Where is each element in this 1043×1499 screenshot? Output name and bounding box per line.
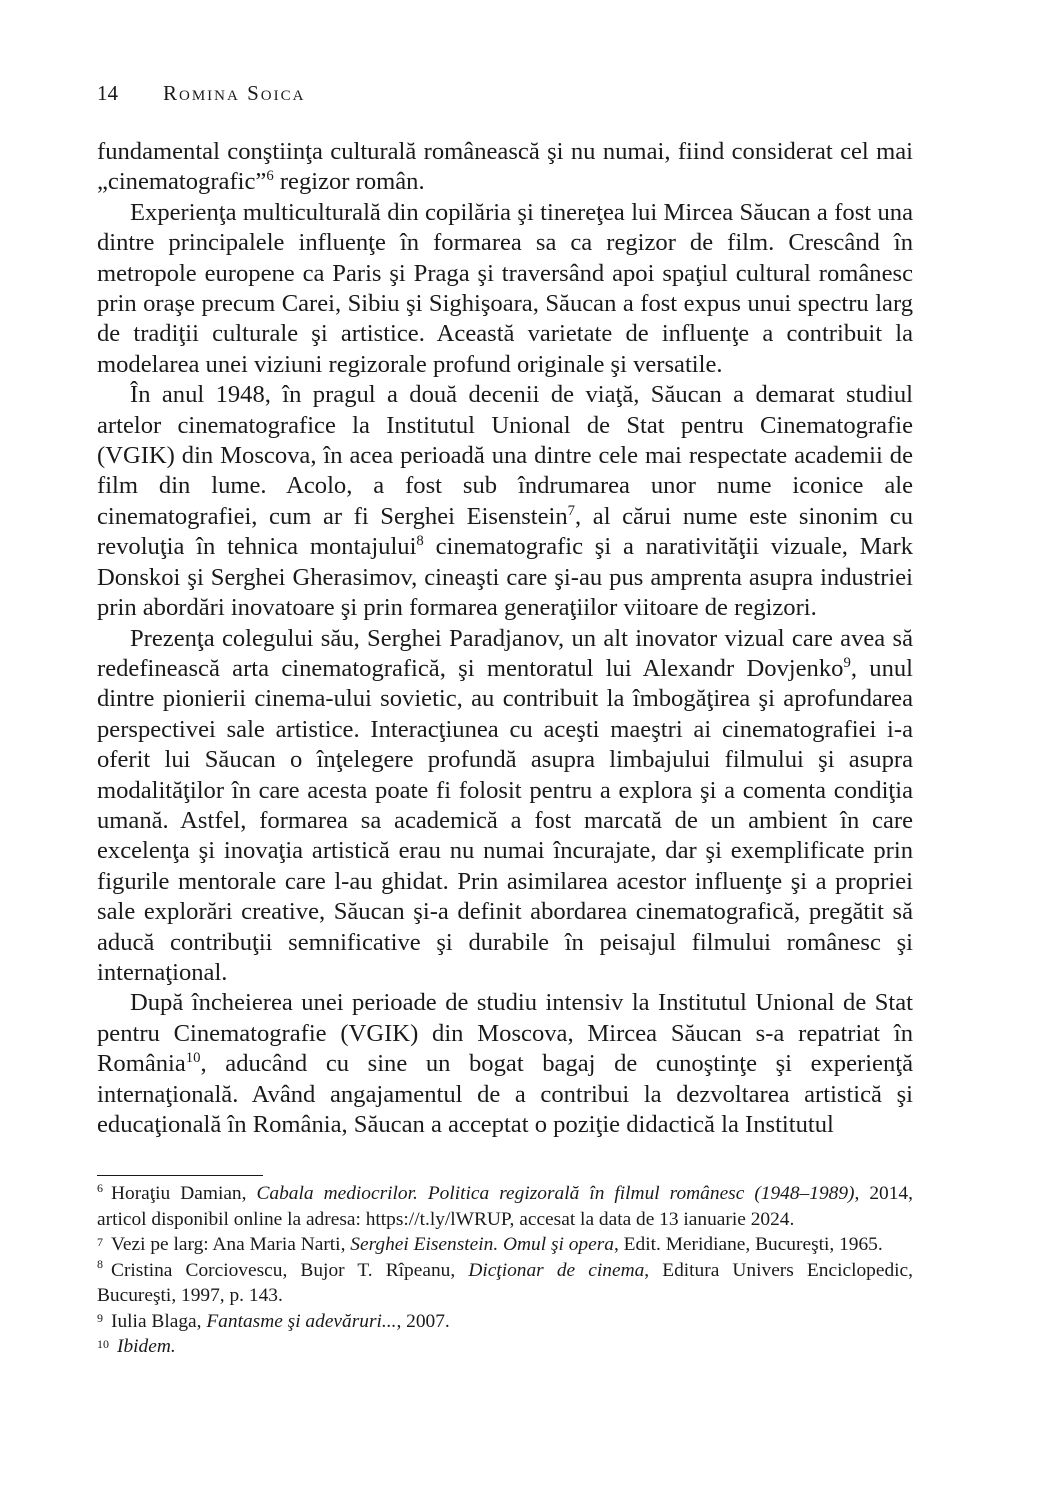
text-run: Prezenţa colegului său, Serghei Paradjanov, un alt inovator vizual care avea să redefinească arta cinematografică, şi mentoratul lui Alexandr Dovjenko bbox=[97, 624, 913, 682]
text-run: În anul 1948, în pragul a două decenii de viaţă, Săucan a demarat studiul artelor cinematografice la Institutul Unional de Stat pentru Cinematografie (VGIK) din Moscova, în acea perioadă una dintre cele mai respectate academii de film din lume. Acolo, a fost sub îndrumarea unor nume iconice ale cinematografiei, cum ar fi Serghei Eisenstein bbox=[97, 381, 913, 530]
running-head bbox=[97, 80, 305, 106]
footnote-ref-8[interactable]: 8 bbox=[416, 533, 424, 550]
footnote-ref-6[interactable]: 6 bbox=[266, 168, 274, 185]
footnote-6 bbox=[97, 1181, 913, 1232]
footnote-title: Dicţionar de cinema bbox=[468, 1259, 645, 1281]
paragraph-1 bbox=[97, 137, 913, 198]
footnote-number: 9 bbox=[97, 1311, 104, 1326]
footnote-number: 10 bbox=[97, 1336, 110, 1351]
text-run: , unul dintre pionierii cinema-ului sovietic, au contribuit la îmbogăţirea şi aprofundarea perspectivei sale artistice. Interacţiunea cu aceşti maeştri ai cinematografiei i-a oferit lui Săucan o înţelegere profundă asupra limbajului filmului şi asupra modalităţilor în care acesta poate fi folosit pentru a explora şi a comenta condiţia umană. Astfel, formarea sa academică a fost marcată de un ambient în care excelenţa şi inovaţia artistică erau nu numai încurajate, dar şi exemplificate prin figurile mentorale care l-au ghidat. Prin asimilarea acestor influenţe şi a propriei sale explorări creative, Săucan şi-a definit abordarea cinematografică, pregătit să aducă contribuţii semnificative şi durabile în peisajul filmului românesc şi internaţional. bbox=[97, 654, 914, 986]
paragraph-3 bbox=[97, 380, 913, 623]
footnote-author: Iulia Blaga, bbox=[111, 1310, 207, 1332]
paragraph-4 bbox=[97, 624, 913, 989]
text-run: , aducând cu sine un bogat bagaj de cunoştinţe şi experienţă internaţională. Având angajamentul de a contribui la dezvoltarea artistică şi educaţională în România, Săucan a acceptat o poziţie didactică la Institutul bbox=[97, 1050, 913, 1138]
footnote-ref-7[interactable]: 7 bbox=[567, 502, 576, 519]
footnote-details: , 2014, articol disponibil online la adresa: https://t.ly/lWRUP, accesat la data de 13 ianuarie 2024. bbox=[97, 1183, 913, 1230]
footnote-separator bbox=[97, 1175, 263, 1176]
footnote-author: Vezi pe larg: Ana Maria Narti, bbox=[111, 1234, 351, 1255]
footnote-details: , 2007. bbox=[396, 1310, 450, 1332]
text-run: regizor român. bbox=[273, 168, 425, 196]
footnote-9 bbox=[97, 1309, 913, 1335]
text-run: , al cărui nume este sinonim cu revoluţia în tehnica montajului bbox=[97, 502, 913, 561]
footnote-ref-10[interactable]: 10 bbox=[185, 1050, 201, 1066]
footnote-details: , Edit. Meridiane, Bucureşti, 1965. bbox=[613, 1234, 883, 1255]
footnote-title: Fantasme şi adevăruri... bbox=[206, 1310, 397, 1332]
footnote-ref-9[interactable]: 9 bbox=[843, 654, 851, 671]
footnote-author: Horaţiu Damian, bbox=[111, 1183, 257, 1204]
running-head-author: Romina Soica bbox=[163, 81, 306, 105]
page-number: 14 bbox=[97, 81, 118, 105]
footnotes bbox=[97, 1181, 913, 1360]
footnote-number: 7 bbox=[97, 1234, 104, 1249]
footnote-title: Cabala mediocrilor. Politica regizorală în filmul românesc (1948–1989) bbox=[256, 1183, 855, 1204]
body-text bbox=[97, 137, 913, 1140]
footnote-7 bbox=[97, 1232, 913, 1258]
text-run: cinematografic şi a narativităţii vizuale, Mark Donskoi şi Serghei Gherasimov, cineaşti care şi-au pus amprenta asupra industriei prin abordări inovatoare şi prin formarea generaţiilor viitoare de regizori. bbox=[97, 533, 913, 622]
footnote-author: Cristina Corciovescu, Bujor T. Rîpeanu, bbox=[111, 1259, 469, 1281]
text-run: După încheierea unei perioade de studiu intensiv la Institutul Unional de Stat pentru Cinematografie (VGIK) din Moscova, Mircea Săucan s-a repatriat în România bbox=[97, 989, 913, 1078]
footnote-8 bbox=[97, 1258, 913, 1309]
footnote-number: 8 bbox=[97, 1257, 104, 1272]
footnote-number: 6 bbox=[97, 1180, 104, 1195]
footnote-details: , Editura Univers Enciclopedic, Bucureşti, 1997, p. 143. bbox=[97, 1259, 913, 1306]
footnote-title: Ibidem. bbox=[117, 1336, 176, 1357]
text-run: fundamental conştiinţa culturală românească şi nu numai, fiind considerat cel mai „cinematografic” bbox=[97, 138, 913, 196]
paragraph-5 bbox=[97, 988, 913, 1140]
paragraph-2: Experienţa multiculturală din copilăria şi tinereţea lui Mircea Săucan a fost una dintre principalele influenţe în formarea sa ca regizor de film. Crescând în metropole europene ca Paris şi Praga şi traversând apoi spaţiul cultural românesc prin oraşe precum Carei, Sibiu şi Sighişoara, Săucan a fost expus unui spectru larg de tradiţii culturale şi artistice. Această varietate de influenţe a contribuit la modelarea unei viziuni regizorale profund originale şi versatile. bbox=[97, 198, 913, 378]
footnote-10 bbox=[97, 1334, 913, 1360]
footnote-title: Serghei Eisenstein. Omul şi opera bbox=[350, 1234, 614, 1255]
